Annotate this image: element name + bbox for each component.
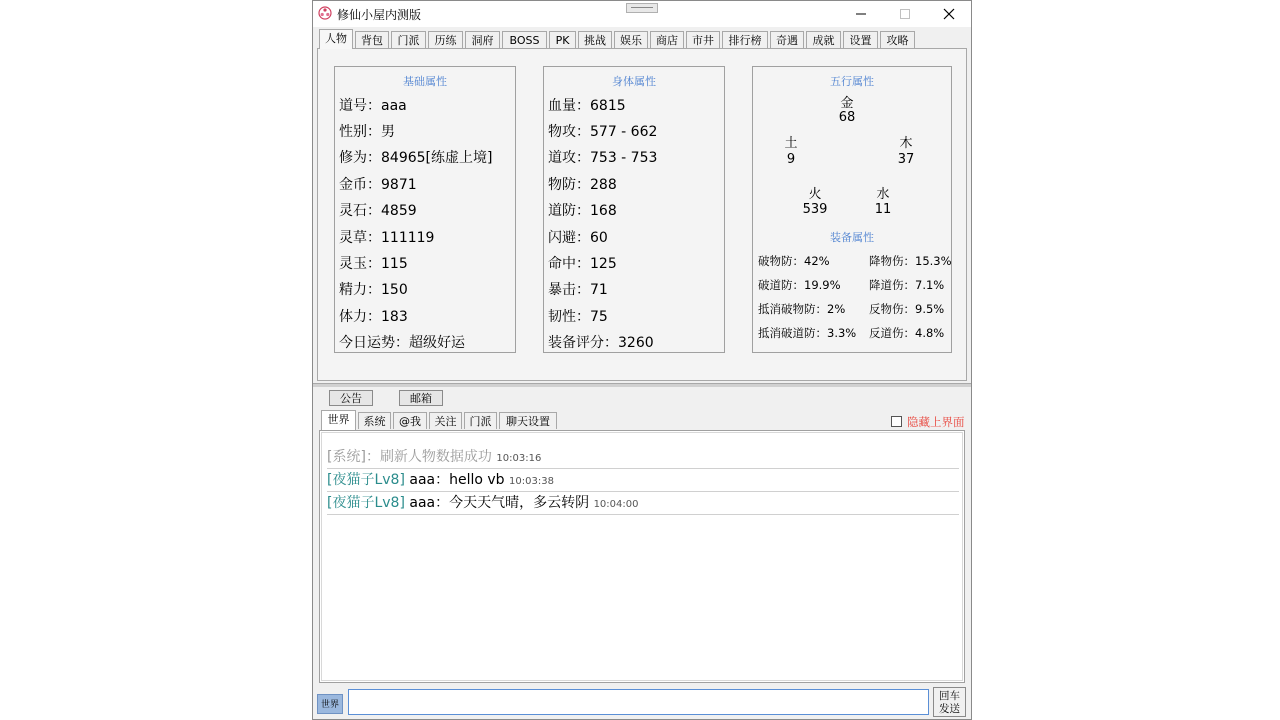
tab-shop[interactable]: 商店 — [650, 31, 684, 48]
chat-tab-settings[interactable]: 聊天设置 — [499, 412, 557, 429]
equip-stat: 反道伤：4.8% — [869, 326, 945, 340]
element-metal-name: 金 — [840, 96, 854, 111]
message-time: 10:03:16 — [496, 453, 542, 464]
tab-inventory[interactable]: 背包 — [355, 31, 389, 48]
message-time: 10:04:00 — [593, 499, 639, 510]
message-sender[interactable]: [夜猫子Lv8] — [327, 472, 405, 488]
attr-row: 装备评分：3260 — [548, 335, 654, 351]
element-water-value: 11 — [874, 202, 892, 217]
attr-row: 道攻：753 - 753 — [548, 150, 658, 166]
tab-achievements[interactable]: 成就 — [806, 31, 841, 48]
chat-tab-world[interactable]: 世界 — [321, 410, 356, 430]
chat-input[interactable] — [348, 689, 929, 715]
hide-ui-checkbox[interactable] — [891, 416, 902, 427]
attr-row: 修为：84965[练虚上境] — [339, 150, 493, 166]
message-sender[interactable]: [系统] — [327, 449, 366, 465]
attr-row: 灵草：111119 — [339, 230, 435, 246]
tab-challenge[interactable]: 挑战 — [578, 31, 612, 48]
title-bar[interactable] — [313, 1, 971, 27]
chat-message: [夜猫子Lv8] aaa：hello vb 10:03:38 — [327, 469, 959, 492]
attr-row: 灵石：4859 — [339, 203, 417, 219]
equip-stat: 抵消破道防：3.3% — [758, 326, 857, 340]
element-wood-name: 木 — [899, 136, 913, 151]
body-attributes-title: 身体属性 — [612, 75, 656, 88]
element-earth-name: 土 — [784, 136, 798, 151]
tab-entertainment[interactable]: 娱乐 — [614, 31, 648, 48]
chat-tab-sect[interactable]: 门派 — [464, 412, 497, 429]
attr-row: 韧性：75 — [548, 309, 608, 325]
chat-area — [313, 383, 971, 719]
element-earth-value: 9 — [786, 152, 796, 167]
attr-row: 精力：150 — [339, 282, 408, 298]
tab-market[interactable]: 市井 — [686, 31, 720, 48]
tab-adventure[interactable]: 奇遇 — [770, 31, 804, 48]
attr-row: 灵玉：115 — [339, 256, 408, 272]
chat-log[interactable] — [319, 430, 965, 683]
message-sender[interactable]: [夜猫子Lv8] — [327, 495, 405, 511]
element-fire-name: 火 — [808, 187, 822, 202]
message-text: hello vb — [449, 472, 505, 488]
element-water-name: 水 — [876, 187, 890, 202]
equip-stat: 降物伤：15.3% — [869, 254, 952, 268]
window-title: 修仙小屋内测版 — [337, 8, 422, 22]
attr-row: 物防：288 — [548, 177, 617, 193]
five-elements-group — [752, 66, 952, 353]
attr-row: 体力：183 — [339, 309, 408, 325]
chat-tab-system[interactable]: 系统 — [358, 412, 391, 429]
equip-stat: 破道防：19.9% — [758, 278, 841, 292]
chat-tab-following[interactable]: 关注 — [429, 412, 462, 429]
minimize-icon — [855, 8, 867, 20]
attr-row: 道防：168 — [548, 203, 617, 219]
tab-cave[interactable]: 洞府 — [465, 31, 500, 48]
basic-attributes-title: 基础属性 — [403, 75, 447, 88]
drag-handle[interactable] — [626, 3, 658, 13]
attr-row: 金币：9871 — [339, 177, 417, 193]
tab-training[interactable]: 历练 — [428, 31, 463, 48]
app-logo-icon — [318, 6, 332, 20]
tab-guide[interactable]: 攻略 — [880, 31, 915, 48]
splitter[interactable] — [313, 383, 971, 387]
minimize-button[interactable] — [839, 1, 883, 27]
tab-pk[interactable]: PK — [549, 31, 576, 48]
message-time: 10:03:38 — [509, 476, 554, 487]
maximize-button[interactable] — [883, 1, 927, 27]
element-wood-value: 37 — [897, 152, 915, 167]
notice-button[interactable]: 公告 — [329, 390, 373, 406]
equip-stat: 反物伤：9.5% — [869, 302, 945, 316]
chat-tab-mentions[interactable]: @我 — [393, 412, 427, 429]
close-button[interactable] — [927, 1, 971, 27]
message-text: 今天天气晴，多云转阴 — [449, 495, 590, 511]
attr-row: 闪避：60 — [548, 230, 608, 246]
hide-ui-label: 隐藏上界面 — [907, 415, 965, 429]
attr-row: 暴击：71 — [548, 282, 608, 298]
equip-stat: 破物防：42% — [758, 254, 830, 268]
attr-row: 命中：125 — [548, 256, 617, 272]
attr-row: 道号：aaa — [339, 98, 407, 114]
equip-stat: 降道伤：7.1% — [869, 278, 945, 292]
message-text: 刷新人物数据成功 — [379, 449, 492, 465]
attr-row: 性别：男 — [339, 124, 395, 140]
channel-selector[interactable]: 世界 — [317, 694, 343, 714]
tab-sect[interactable]: 门派 — [391, 31, 426, 48]
mail-button[interactable]: 邮箱 — [399, 390, 443, 406]
send-button[interactable]: 回车 发送 — [933, 687, 966, 717]
attr-row: 血量：6815 — [548, 98, 626, 114]
tab-leaderboard[interactable]: 排行榜 — [722, 31, 768, 48]
close-icon — [943, 8, 955, 20]
equipment-attributes-title: 装备属性 — [830, 231, 874, 244]
element-fire-value: 539 — [802, 202, 828, 217]
chat-message: [系统]：刷新人物数据成功 10:03:16 — [327, 446, 959, 469]
attr-row: 物攻：577 - 662 — [548, 124, 658, 140]
maximize-icon — [899, 8, 911, 20]
chat-message: [夜猫子Lv8] aaa：今天天气晴，多云转阴 10:04:00 — [327, 492, 959, 515]
attr-row: 今日运势：超级好运 — [339, 335, 465, 351]
tab-boss[interactable]: BOSS — [502, 31, 547, 48]
tab-settings[interactable]: 设置 — [843, 31, 878, 48]
app-window — [312, 0, 972, 720]
equip-stat: 抵消破物防：2% — [758, 302, 846, 316]
body-attributes-group — [543, 66, 725, 353]
tab-character[interactable]: 人物 — [319, 29, 353, 49]
five-elements-title: 五行属性 — [830, 75, 874, 88]
character-panel — [317, 48, 967, 381]
basic-attributes-group — [334, 66, 516, 353]
element-metal-value: 68 — [838, 110, 856, 125]
